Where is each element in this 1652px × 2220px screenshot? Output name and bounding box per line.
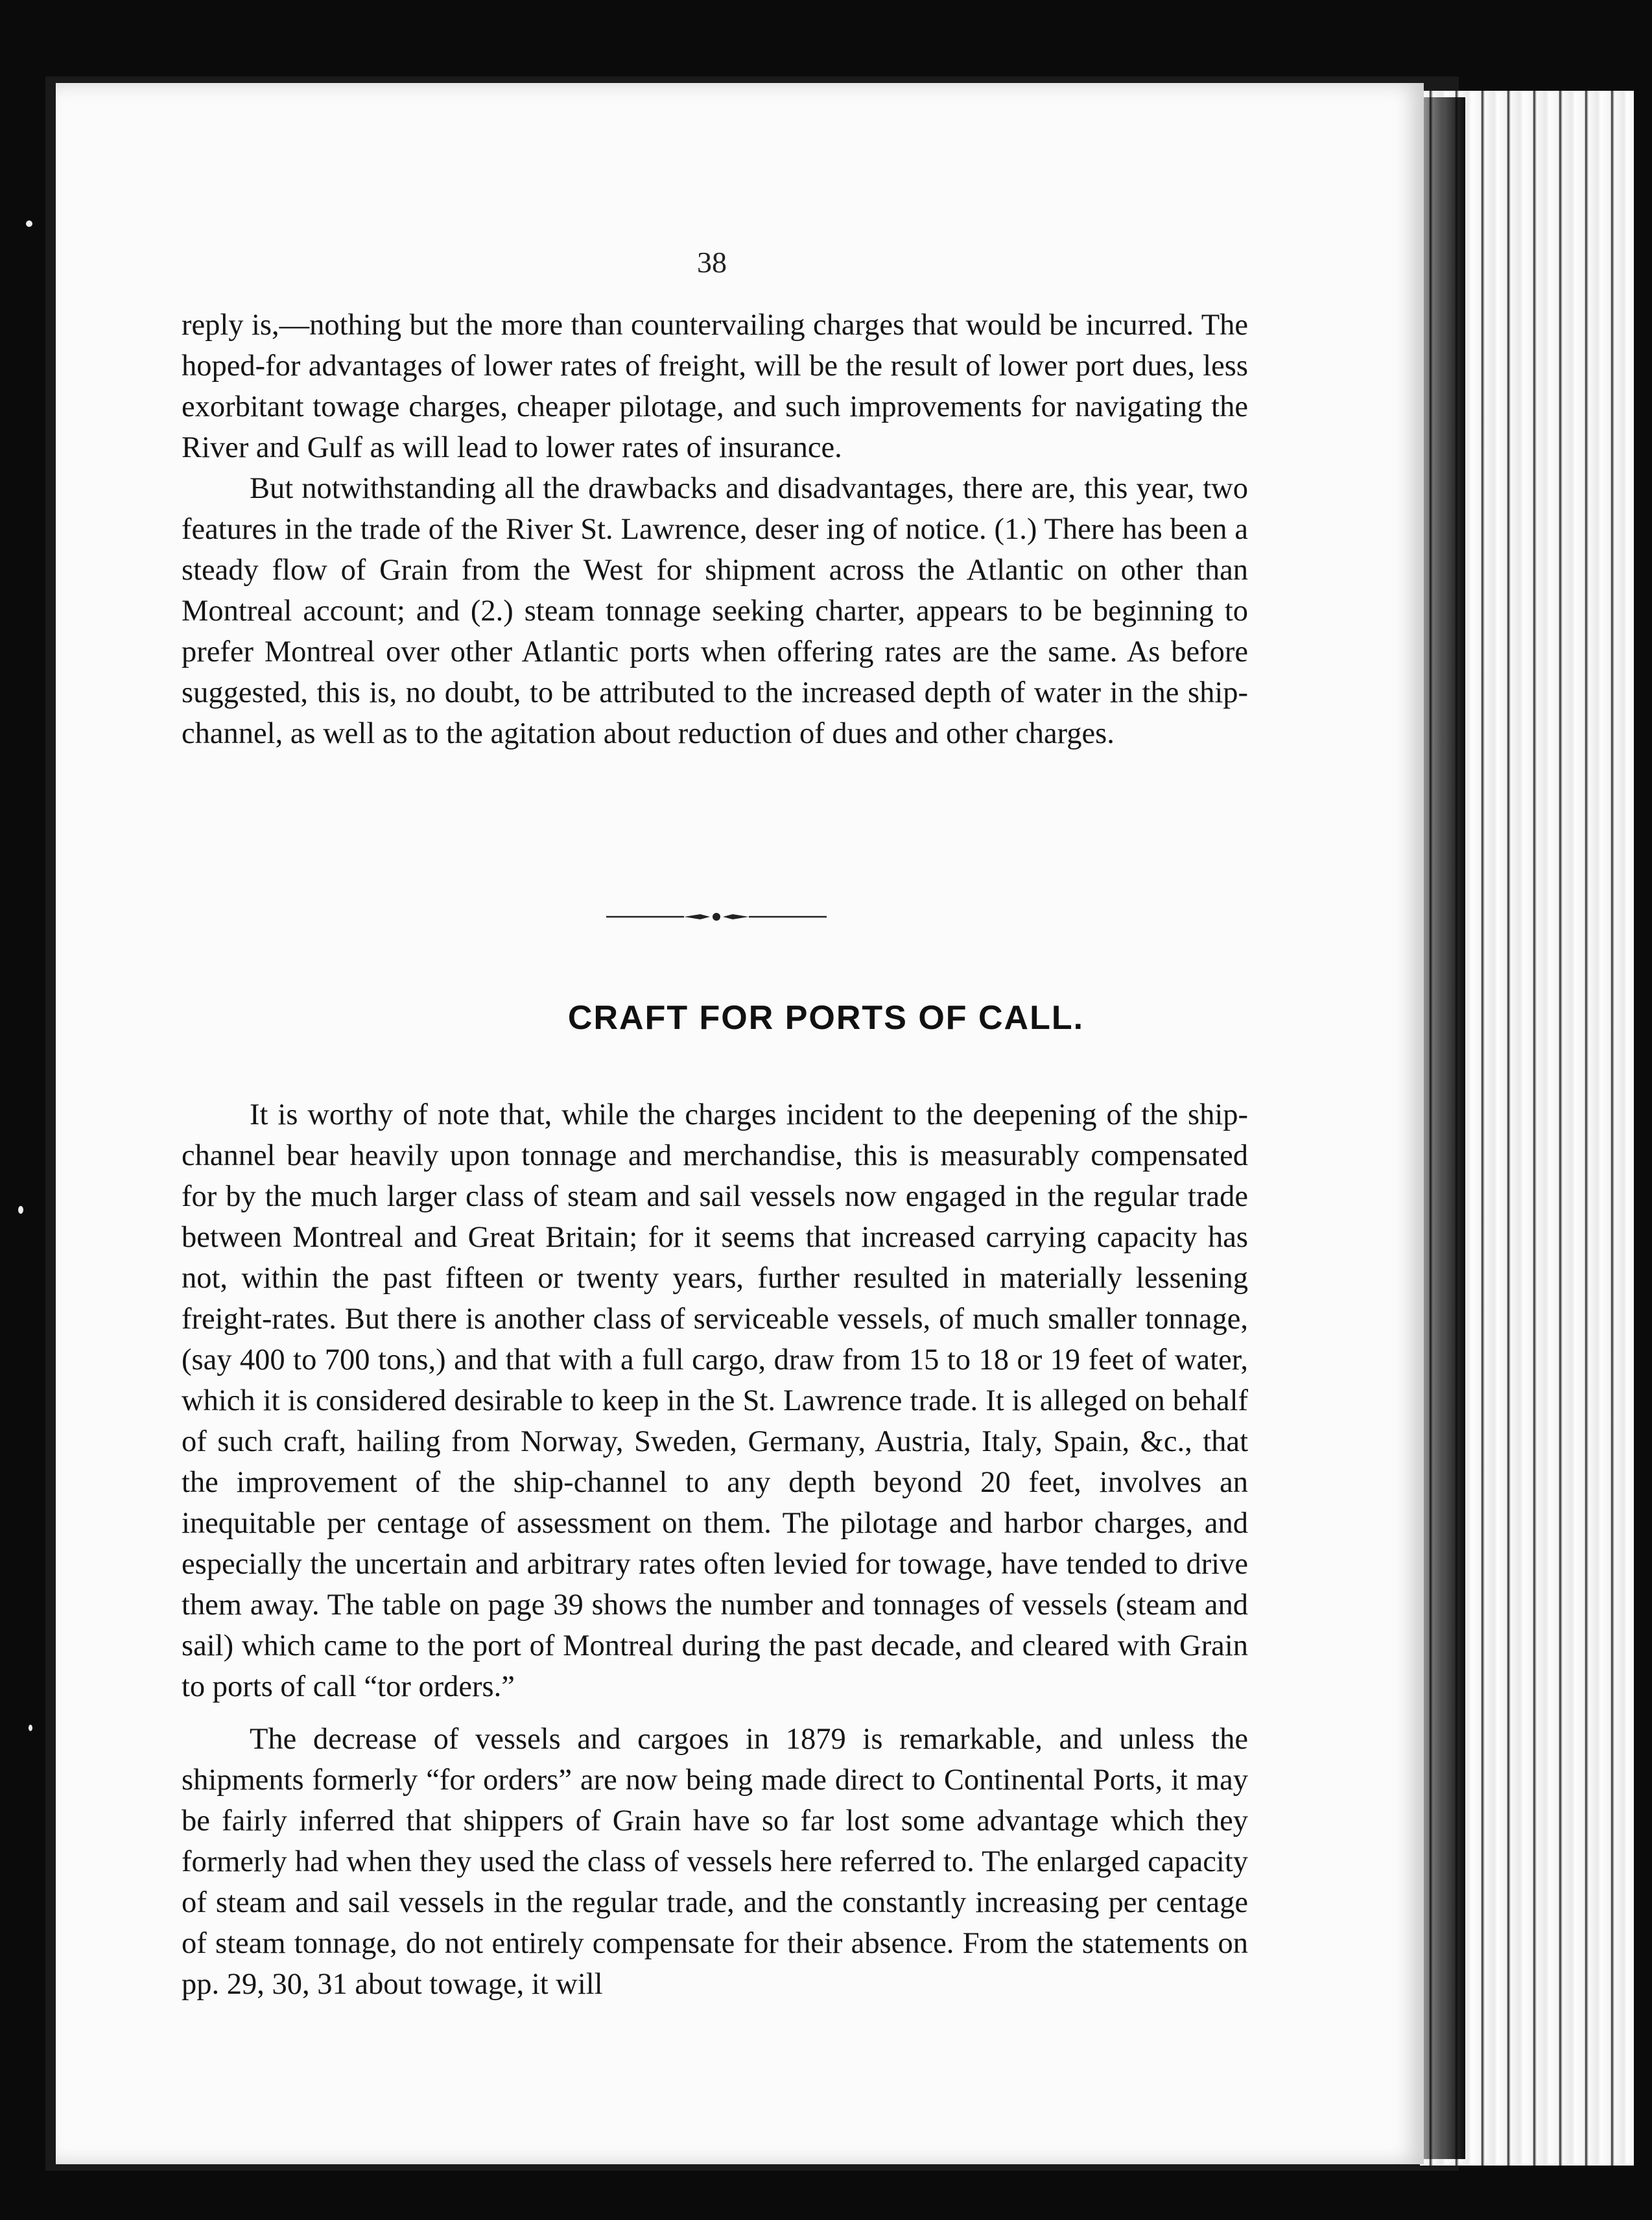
section-heading: CRAFT FOR PORTS OF CALL. xyxy=(567,999,1085,1037)
paragraph: It is worthy of note that, while the charges incident to the deepening of the ship-channel bear heavily upon tonnage and merchandise, this is measurably compensated for by the much larger class of steam and sail vessels now engaged in the regular trade between Montreal and Great Britain; for it seems that increased carrying capacity has not, within the past fifteen or twenty years, further resulted in materially lessening freight-rates. But there is another class of serviceable vessels, of much smaller tonnage, (say 400 to 700 tons,) and that with a full cargo, draw from 15 to 18 or 19 feet of water, which it is considered desirable to keep in the St. Lawrence trade. It is alleged on behalf of such craft, hailing from Norway, Sweden, Germany, Austria, Italy, Spain, &c., that the improvement of the ship-channel to any depth beyond 20 feet, involves an inequitable per centage of assessment on them. The pilotage and harbor charges, and especially the uncertain and arbitrary rates often levied for towage, have tended to drive them away. The table on page 39 shows the number and tonnages of vessels (steam and sail) which came to the port of Montreal during the past decade, and cleared with Grain to ports of call “tor orders.” xyxy=(182,1098,1248,1703)
body-text-bottom xyxy=(182,1094,1248,2005)
paragraph: reply is,—nothing but the more than countervailing charges that would be incurred. The hoped-for advantages of lower rates of freight, will be the result of lower port dues, less exorbitant towage charges, cheaper pilotage, and such improvements for navigating the River and Gulf as will lead to lower rates of insurance. xyxy=(182,309,1248,464)
page-number: 38 xyxy=(697,246,727,279)
body-text-top xyxy=(182,305,1248,754)
paragraph: But notwithstanding all the drawbacks and disadvantages, there are, this year, two features in the trade of the River St. Lawrence, deser ing of notice. (1.) There has been a steady flow of Grain from the West for shipment across the Atlantic on other than Montreal account; and (2.) steam tonnage seeking charter, appears to be beginning to prefer Montreal over other Atlantic ports when offering rates are the same. As before suggested, this is, no doubt, to be attributed to the increased depth of water in the ship-channel, as well as to the agitation about reduction of dues and other charges. xyxy=(182,472,1248,750)
paragraph: The decrease of vessels and cargoes in 1879 is remarkable, and unless the shipments formerly “for orders” are now being made direct to Continental Ports, it may be fairly inferred that shippers of Grain have so far lost some advantage which they formerly had when they used the class of vessels here referred to. The enlarged capacity of steam and sail vessels in the regular trade, and the constantly increasing per centage of steam tonnage, do not entirely compensate for their absence. From the statements on pp. 29, 30, 31 about towage, it will xyxy=(182,1723,1248,2001)
ornamental-divider xyxy=(606,910,827,923)
